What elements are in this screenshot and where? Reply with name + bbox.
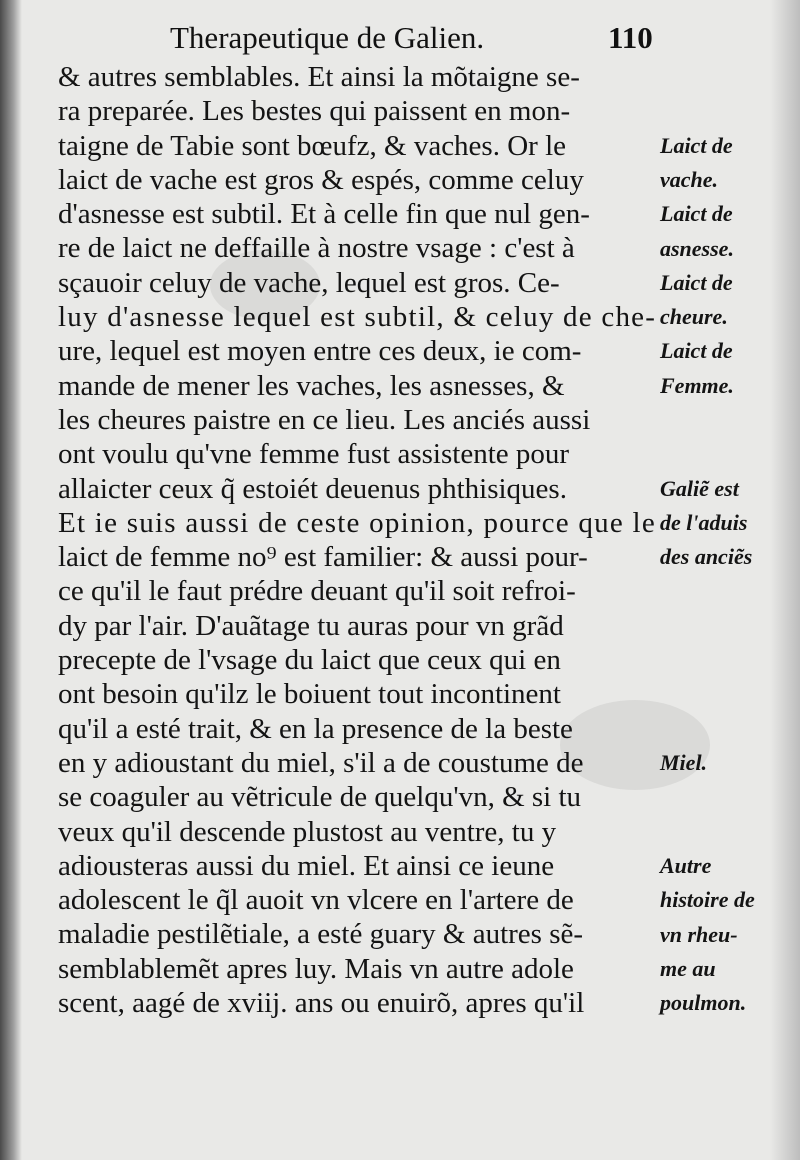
text-line: scent, aagé de xviij. ans ou enuirõ, apres qu'il: [58, 987, 585, 1020]
text-line: sçauoir celuy de vache, lequel est gros. Ce-: [58, 266, 560, 299]
text-line: precepte de l'vsage du laict que ceux qui en: [58, 644, 561, 677]
margin-note: Miel.: [660, 750, 708, 775]
margin-note: me au: [660, 955, 716, 981]
text-line: laict de femme no⁹ est familier: & aussi pour-: [58, 541, 588, 574]
text-line: dy par l'air. D'auãtage tu auras pour vn grãd: [58, 609, 564, 642]
text-line: qu'il a esté trait, & en la presence de la beste: [58, 712, 573, 745]
text-line: ont besoin qu'ilz le boiuent tout incontinent: [58, 678, 561, 711]
text-line: d'asnesse est subtil. Et à celle fin que nul gen-: [58, 198, 590, 231]
text-line: adiousteras aussi du miel. Et ainsi ce ieune: [58, 849, 555, 882]
text-line: se coaguler au vẽtricule de quelqu'vn, & si tu: [58, 781, 582, 814]
text-line: allaicter ceux q̃ estoiét deuenus phthisiques.: [58, 472, 567, 505]
margin-note: des anciẽs: [660, 544, 753, 570]
text-line: les cheures paistre en ce lieu. Les anciés aussi: [58, 403, 591, 436]
text-line: Et ie suis aussi de ceste opinion, pource que le: [58, 506, 656, 539]
text-line: taigne de Tabie sont bœufz, & vaches. Or le: [58, 129, 566, 162]
margin-note: Femme.: [660, 372, 734, 398]
text-line: adolescent le q̃l auoit vn vlcere en l'artere de: [58, 884, 574, 917]
margin-note: Laict de: [660, 132, 733, 158]
margin-note: Laict de: [660, 201, 733, 227]
margin-note: vache.: [660, 166, 719, 192]
text-line: re de laict ne deffaille à nostre vsage : c'est à: [58, 232, 575, 265]
text-line: ure, lequel est moyen entre ces deux, ie com-: [58, 335, 582, 368]
margin-note: vn rheu-: [660, 921, 738, 947]
margin-note: Autre: [660, 852, 712, 878]
margin-note: Laict de: [660, 338, 733, 364]
text-line: ra preparée. Les bestes qui paissent en mon-: [58, 95, 571, 128]
margin-note: Laict de: [660, 269, 733, 295]
text-line: semblablemẽt apres luy. Mais vn autre adole: [58, 952, 574, 985]
margin-note: de l'aduis: [660, 509, 748, 535]
text-line: ont voulu qu'vne femme fust assistente pour: [58, 438, 570, 471]
text-line: ce qu'il le faut prédre deuant qu'il soit refroi-: [58, 575, 576, 608]
page-number: 110: [608, 20, 653, 55]
margin-note: poulmon.: [660, 990, 747, 1016]
margin-note: asnesse.: [660, 235, 734, 261]
text-line: veux qu'il descende plustost au ventre, tu y: [58, 815, 557, 848]
text-line: laict de vache est gros & espés, comme celuy: [58, 163, 584, 196]
text-line: luy d'asnesse lequel est subtil, & celuy de che-: [58, 301, 657, 334]
running-title: Therapeutique de Galien.: [170, 20, 485, 55]
text-line: mande de mener les vaches, les asnesses, &: [58, 369, 565, 402]
running-header: [170, 20, 670, 60]
margin-note: Galiẽ est: [660, 475, 739, 501]
margin-note: cheure.: [660, 304, 728, 330]
text-line: & autres semblables. Et ainsi la mõtaigne se-: [58, 61, 580, 93]
margin-note: histoire de: [660, 887, 755, 913]
text-line: en y adioustant du miel, s'il a de coustume de: [58, 746, 584, 779]
text-line: maladie pestilẽtiale, a esté guary & autres sẽ-: [58, 918, 584, 951]
body-text: [58, 60, 658, 1020]
